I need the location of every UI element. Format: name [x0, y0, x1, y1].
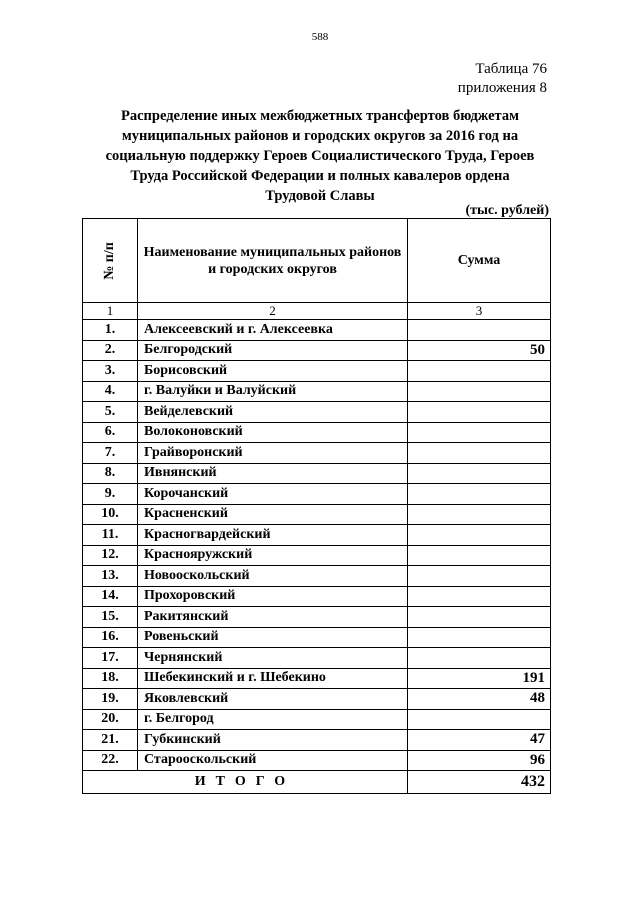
row-number: 2.	[83, 341, 138, 362]
district-name: Ракитянский	[138, 607, 408, 628]
header-name-label: Наименование муниципальных районов и городских округов	[143, 244, 402, 277]
row-number: 1.	[83, 320, 138, 341]
transfer-sum	[408, 484, 551, 505]
district-name: Яковлевский	[138, 689, 408, 710]
units-label: (тыс. рублей)	[465, 203, 549, 218]
column-number: 3	[408, 303, 551, 320]
title-line: муниципальных районов и городских округов за 2016 год на	[121, 128, 519, 144]
row-number: 15.	[83, 607, 138, 628]
row-number: 16.	[83, 628, 138, 649]
row-number: 22.	[83, 751, 138, 772]
row-number: 14.	[83, 587, 138, 608]
district-name: Красногвардейский	[138, 525, 408, 546]
district-name: Алексеевский и г. Алексеевка	[138, 320, 408, 341]
column-number: 1	[83, 303, 138, 320]
table-row	[83, 423, 551, 444]
row-number: 11.	[83, 525, 138, 546]
table-row	[83, 320, 551, 341]
row-number: 17.	[83, 648, 138, 669]
row-number: 19.	[83, 689, 138, 710]
transfer-sum: 47	[408, 730, 551, 751]
page-number: 588	[311, 31, 329, 43]
table-row	[83, 689, 551, 710]
transfer-sum	[408, 648, 551, 669]
table-number: Таблица 76	[475, 61, 547, 77]
district-name: Губкинский	[138, 730, 408, 751]
header-cell-sum	[408, 219, 551, 303]
transfer-sum	[408, 423, 551, 444]
district-name: Волоконовский	[138, 423, 408, 444]
table-row	[83, 587, 551, 608]
table-body	[83, 320, 551, 771]
transfers-table	[82, 218, 551, 794]
district-name: Борисовский	[138, 361, 408, 382]
district-name: г. Белгород	[138, 710, 408, 731]
transfer-sum: 96	[408, 751, 551, 772]
transfer-sum	[408, 607, 551, 628]
district-name: Краснояружский	[138, 546, 408, 567]
transfer-sum	[408, 628, 551, 649]
row-number: 21.	[83, 730, 138, 751]
table-row	[83, 710, 551, 731]
table-header-row	[83, 219, 551, 303]
transfer-sum	[408, 546, 551, 567]
transfer-sum	[408, 464, 551, 485]
district-name: Грайворонский	[138, 443, 408, 464]
district-name: Старооскольский	[138, 751, 408, 772]
row-number: 12.	[83, 546, 138, 567]
total-row	[83, 771, 551, 794]
row-number: 18.	[83, 669, 138, 690]
title-line: Труда Российской Федерации и полных кавалеров ордена	[130, 168, 510, 184]
header-cell-number	[83, 219, 138, 303]
district-name: Шебекинский и г. Шебекино	[138, 669, 408, 690]
transfer-sum	[408, 361, 551, 382]
table-row	[83, 505, 551, 526]
table-row	[83, 730, 551, 751]
column-number: 2	[138, 303, 408, 320]
district-name: Ровеньский	[138, 628, 408, 649]
table-row	[83, 484, 551, 505]
table-row	[83, 464, 551, 485]
row-number: 6.	[83, 423, 138, 444]
table-row	[83, 525, 551, 546]
table-row	[83, 648, 551, 669]
table-row	[83, 361, 551, 382]
transfer-sum	[408, 320, 551, 341]
transfer-sum	[408, 382, 551, 403]
transfer-sum	[408, 587, 551, 608]
row-number: 20.	[83, 710, 138, 731]
transfer-sum	[408, 566, 551, 587]
row-number: 5.	[83, 402, 138, 423]
transfer-sum	[408, 525, 551, 546]
table-row	[83, 607, 551, 628]
total-sum: 432	[408, 771, 551, 794]
row-number: 10.	[83, 505, 138, 526]
district-name: Белгородский	[138, 341, 408, 362]
table-row	[83, 669, 551, 690]
transfer-sum	[408, 402, 551, 423]
title-line: Трудовой Славы	[265, 188, 375, 204]
row-number: 4.	[83, 382, 138, 403]
district-name: Новооскольский	[138, 566, 408, 587]
district-name: Прохоровский	[138, 587, 408, 608]
row-number: 7.	[83, 443, 138, 464]
table-row	[83, 402, 551, 423]
table-row	[83, 443, 551, 464]
district-name: Ивнянский	[138, 464, 408, 485]
district-name: г. Валуйки и Валуйский	[138, 382, 408, 403]
row-number: 9.	[83, 484, 138, 505]
header-cell-name	[138, 219, 408, 303]
row-number: 8.	[83, 464, 138, 485]
district-name: Красненский	[138, 505, 408, 526]
transfer-sum: 50	[408, 341, 551, 362]
transfer-sum	[408, 443, 551, 464]
table-row	[83, 546, 551, 567]
document-title	[70, 106, 570, 206]
total-label: ИТОГО	[83, 771, 408, 794]
title-line: социальную поддержку Героев Социалистического Труда, Героев	[105, 148, 535, 164]
row-number: 3.	[83, 361, 138, 382]
district-name: Чернянский	[138, 648, 408, 669]
column-number-row	[83, 303, 551, 320]
row-number: 13.	[83, 566, 138, 587]
district-name: Корочанский	[138, 484, 408, 505]
appendix-number: приложения 8	[457, 80, 547, 96]
transfer-sum	[408, 710, 551, 731]
table-row	[83, 628, 551, 649]
title-line: Распределение иных межбюджетных трансфертов бюджетам	[121, 108, 519, 124]
transfer-sum: 48	[408, 689, 551, 710]
table-row	[83, 566, 551, 587]
header-number-label: № п/п	[102, 241, 117, 280]
table-row	[83, 751, 551, 772]
transfer-sum: 191	[408, 669, 551, 690]
table-row	[83, 341, 551, 362]
district-name: Вейделевский	[138, 402, 408, 423]
header-sum-label: Сумма	[457, 252, 501, 268]
table-row	[83, 382, 551, 403]
transfer-sum	[408, 505, 551, 526]
